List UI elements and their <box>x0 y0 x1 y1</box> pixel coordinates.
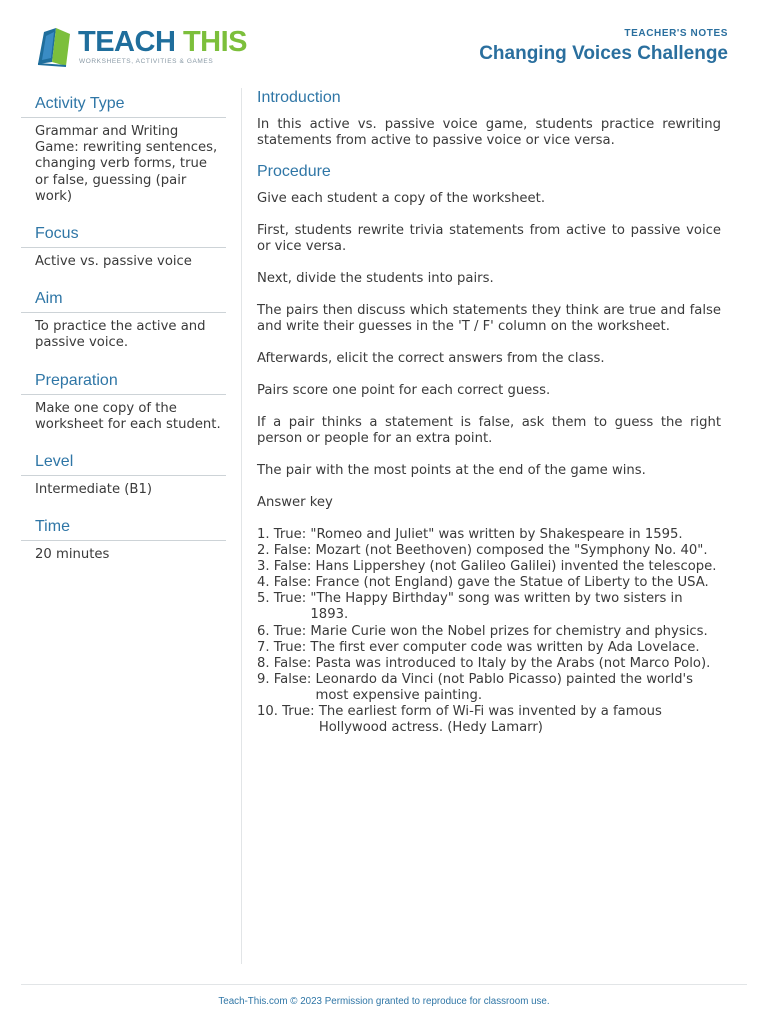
answer-text: Marie Curie won the Nobel prizes for chemistry and physics. <box>310 623 708 639</box>
answer-number: 7. True: <box>257 639 311 655</box>
answer-item <box>257 656 721 672</box>
answer-number: 8. False: <box>257 655 316 671</box>
procedure-step: Next, divide the students into pairs. <box>257 271 494 286</box>
sidebar-section-activity-type <box>21 95 226 205</box>
answer-text: Leonardo da Vinci (not Pablo Picasso) painted the world's most expensive painting. <box>315 671 694 703</box>
answer-number: 1. True: <box>257 527 311 542</box>
answer-item <box>257 527 721 543</box>
answer-text: "The Happy Birthday" song was written by two sisters in 1893. <box>310 591 683 623</box>
procedure-step: If a pair thinks a statement is false, ask them to guess the right person or people for an extra point. <box>257 415 721 446</box>
answer-number: 3. False: <box>257 559 316 575</box>
answer-number: 6. True: <box>257 623 311 639</box>
answer-number: 2. False: <box>257 543 316 559</box>
answer-item <box>257 591 721 623</box>
answer-number: 9. False: <box>257 671 316 687</box>
header-kicker: TEACHER'S NOTES <box>624 28 728 39</box>
sidebar <box>21 95 226 583</box>
column-divider <box>241 88 242 964</box>
procedure-step: Give each student a copy of the worksheet. <box>257 191 546 206</box>
answer-item <box>257 704 721 736</box>
section-label: Focus <box>21 225 226 248</box>
answer-key-label: Answer key <box>257 495 333 510</box>
brand-word-teach: TEACH <box>78 26 176 58</box>
sidebar-section-time <box>21 518 226 563</box>
answer-number: 10. True: <box>257 704 319 720</box>
footer-divider <box>21 984 747 985</box>
section-value: Make one copy of the worksheet for each student. <box>35 400 221 432</box>
answer-item <box>257 640 721 656</box>
sidebar-section-focus <box>21 225 226 270</box>
answer-text: Pasta was introduced to Italy by the Arabs (not Marco Polo). <box>315 655 711 671</box>
book-icon <box>36 24 76 68</box>
brand-logo <box>36 24 248 70</box>
page-header <box>479 28 728 65</box>
section-value: Active vs. passive voice <box>35 254 192 270</box>
answer-number: 4. False: <box>257 575 316 591</box>
answer-item <box>257 559 721 575</box>
section-label: Aim <box>21 290 226 313</box>
answer-number: 5. True: <box>257 591 311 607</box>
answer-item <box>257 543 721 559</box>
procedure-step: First, students rewrite trivia statements from active to passive voice or vice versa. <box>257 223 721 254</box>
section-value: Intermediate (B1) <box>35 482 153 498</box>
answer-item <box>257 624 721 640</box>
brand-word-this: THIS <box>182 26 248 58</box>
answer-text: France (not England) gave the Statue of Liberty to the USA. <box>315 575 709 591</box>
procedure-step: Afterwards, elicit the correct answers from the class. <box>257 351 605 366</box>
sidebar-section-aim <box>21 290 226 351</box>
answer-item <box>257 672 721 704</box>
section-value: 20 minutes <box>35 547 110 563</box>
procedure-step: The pair with the most points at the end of the game wins. <box>257 463 646 478</box>
section-label: Level <box>21 453 226 476</box>
section-value: To practice the active and passive voice. <box>35 319 206 351</box>
brand-wordmark <box>78 26 247 59</box>
section-value: Grammar and Writing Game: rewriting sentences, changing verb forms, true or false, guessing (pair work) <box>35 124 218 204</box>
procedure-step: The pairs then discuss which statements they think are true and false and write their guesses in the 'T / F' column on the worksheet. <box>257 303 721 334</box>
section-label: Time <box>21 518 226 541</box>
answer-text: Hans Lippershey (not Galileo Galilei) invented the telescope. <box>315 559 717 575</box>
introduction-heading: Introduction <box>257 89 341 106</box>
procedure-heading: Procedure <box>257 163 331 180</box>
main-content <box>257 89 721 736</box>
introduction-text: In this active vs. passive voice game, students practice rewriting statements from active to passive voice or vice versa. <box>257 117 721 148</box>
brand-tagline: WORKSHEETS, ACTIVITIES & GAMES <box>79 58 214 65</box>
procedure-step: Pairs score one point for each correct guess. <box>257 383 551 398</box>
answer-text: The earliest form of Wi-Fi was invented by a famous Hollywood actress. (Hedy Lamarr) <box>318 704 662 736</box>
sidebar-section-preparation <box>21 372 226 433</box>
footer-copyright: Teach-This.com © 2023 Permission granted to reproduce for classroom use. <box>218 996 550 1007</box>
section-label: Activity Type <box>21 95 226 118</box>
answer-text: Mozart (not Beethoven) composed the "Symphony No. 40". <box>315 543 708 559</box>
answer-key-list <box>257 527 721 736</box>
answer-item <box>257 575 721 591</box>
section-label: Preparation <box>21 372 226 395</box>
sidebar-section-level <box>21 453 226 498</box>
answer-text: "Romeo and Juliet" was written by Shakespeare in 1595. <box>310 527 683 542</box>
page-title: Changing Voices Challenge <box>479 43 728 64</box>
answer-text: The first ever computer code was written by Ada Lovelace. <box>310 639 700 655</box>
